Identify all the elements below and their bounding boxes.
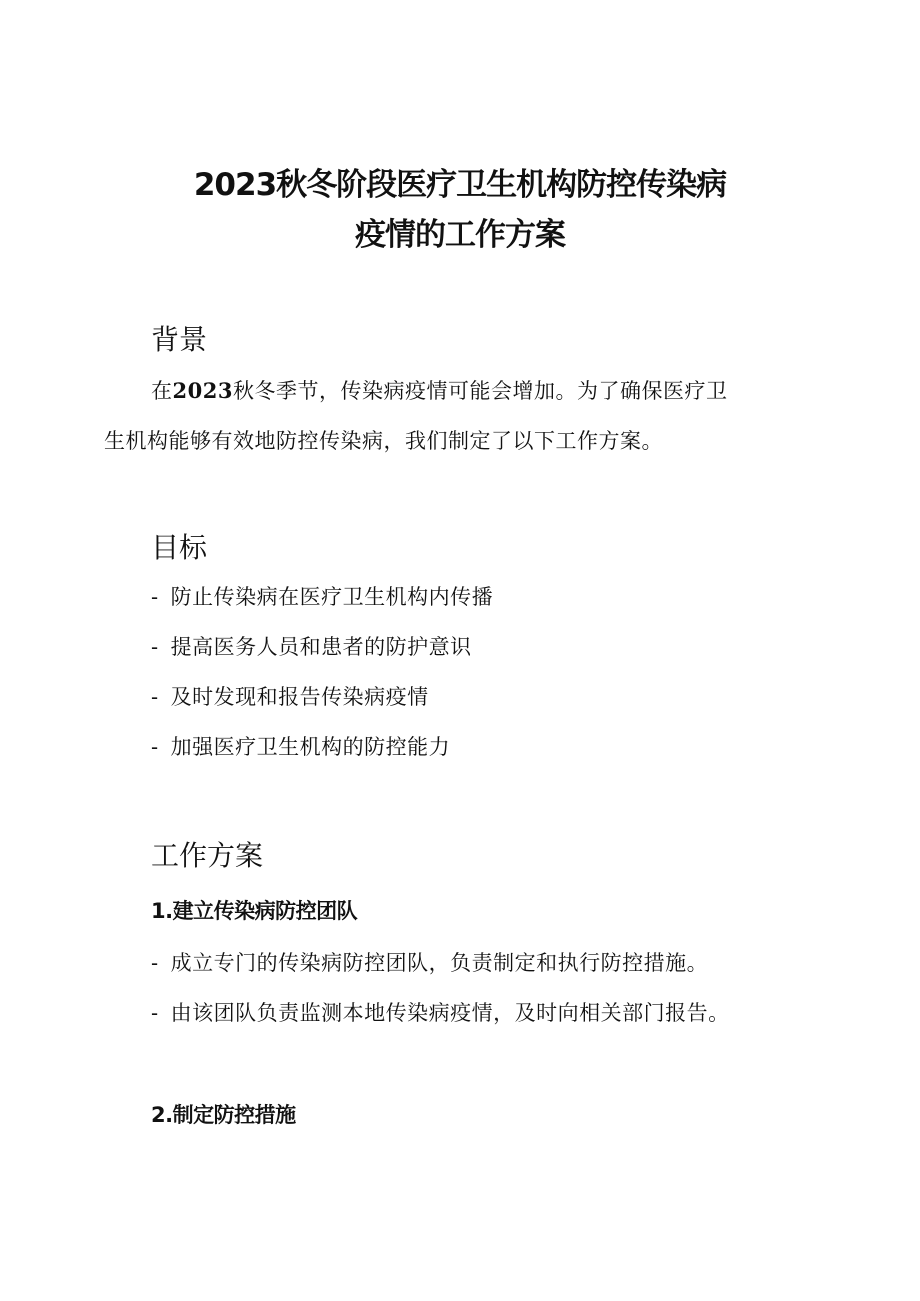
background-paragraph-start: 在 bbox=[151, 379, 173, 403]
background-paragraph-line-1 bbox=[151, 376, 727, 406]
plan-heading: 工作方案 bbox=[151, 839, 264, 872]
goal-item-text: 防止传染病在医疗卫生机构内传播 bbox=[170, 585, 494, 609]
goal-item bbox=[151, 632, 472, 662]
plan-section-2-title: 2.制定防控措施 bbox=[151, 1103, 296, 1127]
background-year: 2023 bbox=[172, 378, 233, 403]
document-title-line-2: 疫情的工作方案 bbox=[355, 217, 565, 253]
plan-item-text: 成立专门的传染病防控团队，负责制定和执行防控措施。 bbox=[170, 951, 709, 975]
list-dash: - bbox=[151, 585, 159, 609]
goal-item bbox=[151, 732, 450, 762]
goal-item-text: 提高医务人员和患者的防护意识 bbox=[170, 635, 472, 659]
list-dash: - bbox=[151, 635, 159, 659]
document-title-line-1: 2023秋冬阶段医疗卫生机构防控传染病 bbox=[193, 167, 727, 203]
goal-item bbox=[151, 682, 429, 712]
plan-item-text: 由该团队负责监测本地传染病疫情，及时向相关部门报告。 bbox=[170, 1001, 730, 1025]
list-dash: - bbox=[151, 685, 159, 709]
goal-item-text: 加强医疗卫生机构的防控能力 bbox=[170, 735, 451, 759]
goal-item-text: 及时发现和报告传染病疫情 bbox=[170, 685, 429, 709]
background-paragraph-rest: 秋冬季节，传染病疫情可能会增加。为了确保医疗卫 bbox=[232, 379, 728, 403]
background-heading: 背景 bbox=[151, 323, 208, 356]
list-dash: - bbox=[151, 735, 159, 759]
list-dash: - bbox=[151, 951, 159, 975]
plan-section-1-item bbox=[151, 998, 730, 1028]
plan-section-1-item bbox=[151, 948, 708, 978]
plan-section-1-title: 1.建立传染病防控团队 bbox=[151, 899, 358, 923]
background-paragraph-line-2: 生机构能够有效地防控传染病，我们制定了以下工作方案。 bbox=[104, 429, 663, 453]
list-dash: - bbox=[151, 1001, 159, 1025]
goals-heading: 目标 bbox=[151, 531, 208, 564]
goal-item bbox=[151, 582, 493, 612]
